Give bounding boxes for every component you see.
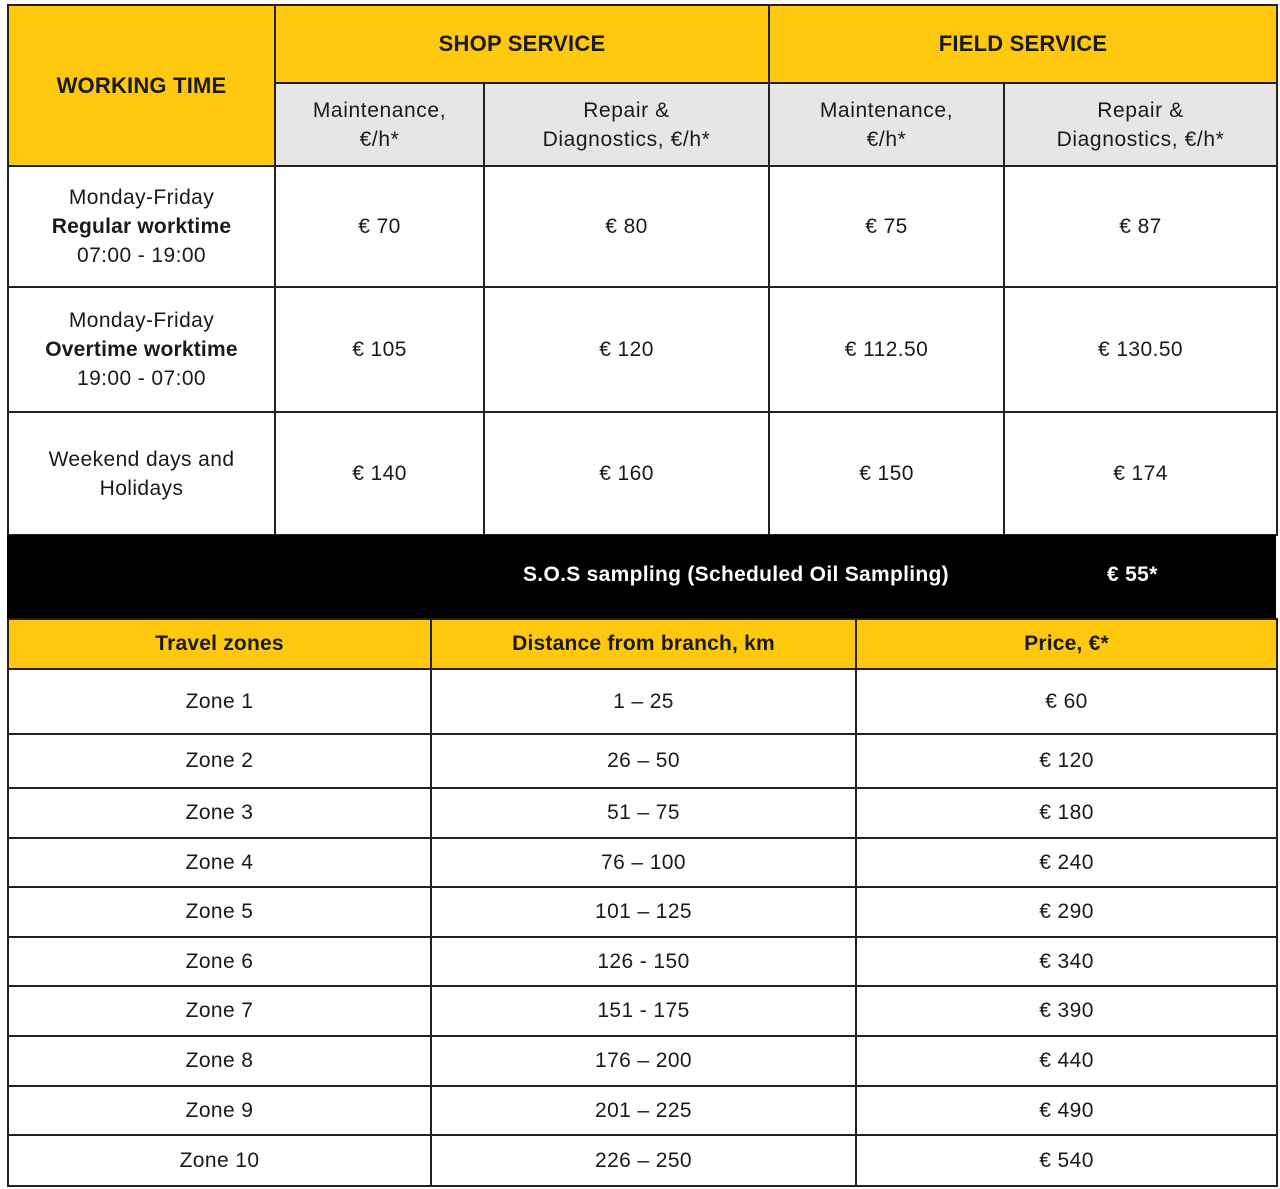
price-cell: € 140 [275, 412, 484, 535]
price-cell: € 150 [769, 412, 1004, 535]
weekend-label-line: Weekend days and [48, 447, 235, 471]
rate-row-overtime [8, 287, 1277, 412]
zone-price: € 60 [856, 669, 1277, 734]
shop-service-label: SHOP SERVICE [438, 31, 606, 56]
subheader-line: Repair & [583, 98, 670, 122]
price-cell: € 70 [275, 166, 484, 287]
day-range: Monday-Friday [68, 309, 215, 332]
zone-distance: 151 - 175 [431, 986, 856, 1036]
shop-service-header [275, 5, 769, 83]
price-cell: € 130.50 [1004, 287, 1277, 412]
field-repair-header [1004, 83, 1277, 166]
zone-name: Zone 3 [8, 788, 431, 838]
rate-row-weekend [8, 412, 1277, 535]
field-service-label: FIELD SERVICE [938, 31, 1108, 56]
zone-price: € 340 [856, 937, 1277, 986]
sos-sampling-label: S.O.S sampling (Scheduled Oil Sampling) [523, 563, 949, 586]
field-service-header [769, 5, 1277, 83]
zone-name: Zone 9 [8, 1086, 431, 1135]
travel-zones-header-row [8, 619, 1277, 669]
worktime-type: Overtime worktime [45, 338, 238, 361]
zone-name: Zone 4 [8, 838, 431, 887]
zone-distance: 176 – 200 [431, 1036, 856, 1086]
table-row [8, 734, 1277, 788]
zone-distance: 1 – 25 [431, 669, 856, 734]
price-cell: € 87 [1004, 166, 1277, 287]
working-time-cell [8, 287, 275, 412]
zone-distance: 101 – 125 [431, 887, 856, 937]
subheader-line: Maintenance, [312, 98, 447, 122]
table-row [8, 838, 1277, 887]
working-time-label: WORKING TIME [56, 72, 227, 98]
price-cell: € 120 [484, 287, 769, 412]
zone-name: Zone 7 [8, 986, 431, 1036]
zone-price: € 240 [856, 838, 1277, 887]
worktime-type: Regular worktime [51, 215, 232, 238]
subheader-line: Maintenance, [819, 98, 954, 122]
sos-sampling-band [7, 535, 1276, 618]
zone-name: Zone 8 [8, 1036, 431, 1086]
price-header: Price, €* [856, 619, 1277, 669]
price-cell: € 174 [1004, 412, 1277, 535]
working-time-header [8, 5, 275, 166]
zone-name: Zone 1 [8, 669, 431, 734]
table-row [8, 887, 1277, 937]
table-row [8, 669, 1277, 734]
working-time-cell [8, 412, 275, 535]
table-row [8, 986, 1277, 1036]
table-row [8, 788, 1277, 838]
zone-distance: 76 – 100 [431, 838, 856, 887]
subheader-line: Repair & [1097, 98, 1184, 122]
travel-zones-header: Travel zones [8, 619, 431, 669]
day-range: Monday-Friday [68, 186, 215, 209]
price-cell: € 80 [484, 166, 769, 287]
distance-header: Distance from branch, km [431, 619, 856, 669]
zone-distance: 201 – 225 [431, 1086, 856, 1135]
table-row [8, 1135, 1277, 1186]
rate-row-regular [8, 166, 1277, 287]
zone-name: Zone 6 [8, 937, 431, 986]
weekend-label-line: Holidays [99, 476, 184, 500]
zone-distance: 126 - 150 [431, 937, 856, 986]
zone-distance: 226 – 250 [431, 1135, 856, 1186]
price-cell: € 105 [275, 287, 484, 412]
zone-price: € 540 [856, 1135, 1277, 1186]
table-row [8, 1086, 1277, 1135]
subheader-line: Diagnostics, €/h* [542, 127, 711, 151]
zone-price: € 440 [856, 1036, 1277, 1086]
subheader-line: €/h* [866, 127, 907, 151]
zone-name: Zone 2 [8, 734, 431, 788]
zone-distance: 51 – 75 [431, 788, 856, 838]
zone-price: € 120 [856, 734, 1277, 788]
zone-distance: 26 – 50 [431, 734, 856, 788]
price-cell: € 75 [769, 166, 1004, 287]
subheader-line: €/h* [359, 127, 400, 151]
price-cell: € 112.50 [769, 287, 1004, 412]
zone-price: € 290 [856, 887, 1277, 937]
zone-price: € 490 [856, 1086, 1277, 1135]
service-rates-table [7, 4, 1278, 536]
subheader-line: Diagnostics, €/h* [1056, 127, 1225, 151]
working-time-cell [8, 166, 275, 287]
table-row [8, 1036, 1277, 1086]
travel-zones-table [7, 618, 1278, 1187]
zone-name: Zone 5 [8, 887, 431, 937]
table-row [8, 937, 1277, 986]
field-maintenance-header [769, 83, 1004, 166]
zone-price: € 390 [856, 986, 1277, 1036]
sos-sampling-price: € 55* [1107, 563, 1158, 586]
shop-maintenance-header [275, 83, 484, 166]
price-cell: € 160 [484, 412, 769, 535]
zone-name: Zone 10 [8, 1135, 431, 1186]
zone-price: € 180 [856, 788, 1277, 838]
hours-range: 07:00 - 19:00 [77, 244, 206, 267]
hours-range: 19:00 - 07:00 [77, 367, 206, 390]
shop-repair-header [484, 83, 769, 166]
